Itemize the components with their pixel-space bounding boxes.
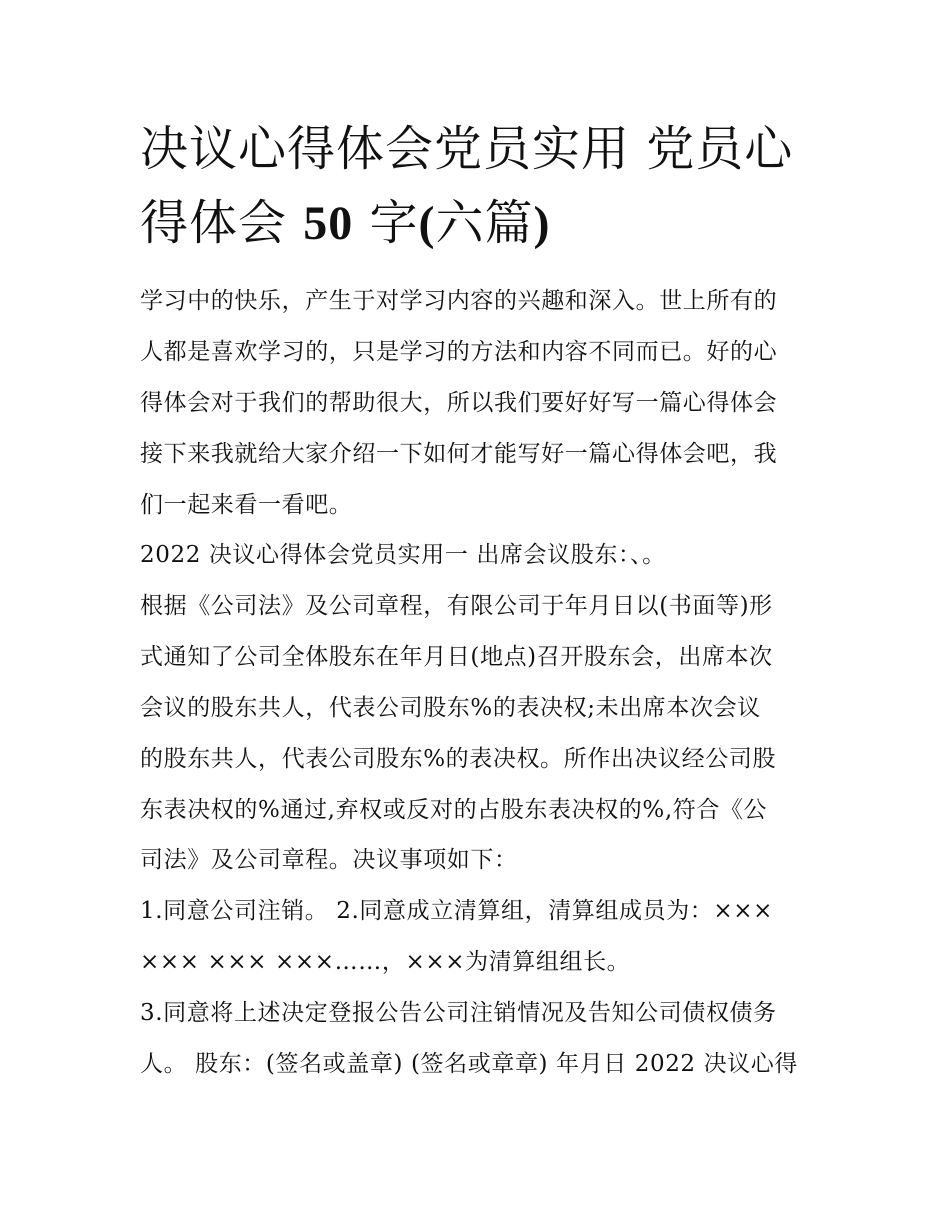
title-text-part2: 字 <box>353 195 419 251</box>
body-line: ××× ××× ×××……，×××为清算组组长。 <box>140 949 631 975</box>
body-line: 接下来我就给大家介绍一下如何才能写好一篇心得体会吧，我 <box>140 441 778 467</box>
body-line: 东表决权的%通过,弃权或反对的占股东表决权的%,符合《公 <box>140 797 768 823</box>
body-line: 们一起来看一看吧。 <box>140 492 353 518</box>
body-line: 1.同意公司注销。 2.同意成立清算组，清算组成员为：××× <box>140 898 774 924</box>
body-line: 学习中的快乐，产生于对学习内容的兴趣和深入。世上所有的 <box>140 288 778 314</box>
body-line: 式通知了公司全体股东在年月日(地点)召开股东会，出席本次 <box>140 644 773 670</box>
title-number: 50 <box>303 197 354 250</box>
body-line: 人。 股东：(签名或盖章) (签名或章章) 年月日 2022 决议心得 <box>140 1051 798 1077</box>
body-line: 2022 决议心得体会党员实用一 出席会议股东：、。 <box>140 542 666 568</box>
document-title <box>140 112 840 261</box>
body-line: 人都是喜欢学习的，只是学习的方法和内容不同而已。好的心 <box>140 339 778 365</box>
body-line: 得体会对于我们的帮助很大，所以我们要好好写一篇心得体会 <box>140 390 778 416</box>
title-text-part1: 决议心得体会党员实用 党员心得体会 <box>140 121 794 251</box>
title-paren-open: ( <box>418 197 436 250</box>
body-line: 根据《公司法》及公司章程，有限公司于年月日以(书面等)形 <box>140 593 773 619</box>
title-paren-close: ) <box>533 197 551 250</box>
title-text-part3: 六篇 <box>435 195 534 251</box>
body-line: 会议的股东共人，代表公司股东%的表决权;未出席本次会议 <box>140 695 761 721</box>
body-line: 司法》及公司章程。决议事项如下： <box>140 847 518 873</box>
body-line: 3.同意将上述决定登报公告公司注销情况及告知公司债权债务 <box>140 1000 777 1026</box>
body-line: 的股东共人，代表公司股东%的表决权。所作出决议经公司股 <box>140 746 777 772</box>
